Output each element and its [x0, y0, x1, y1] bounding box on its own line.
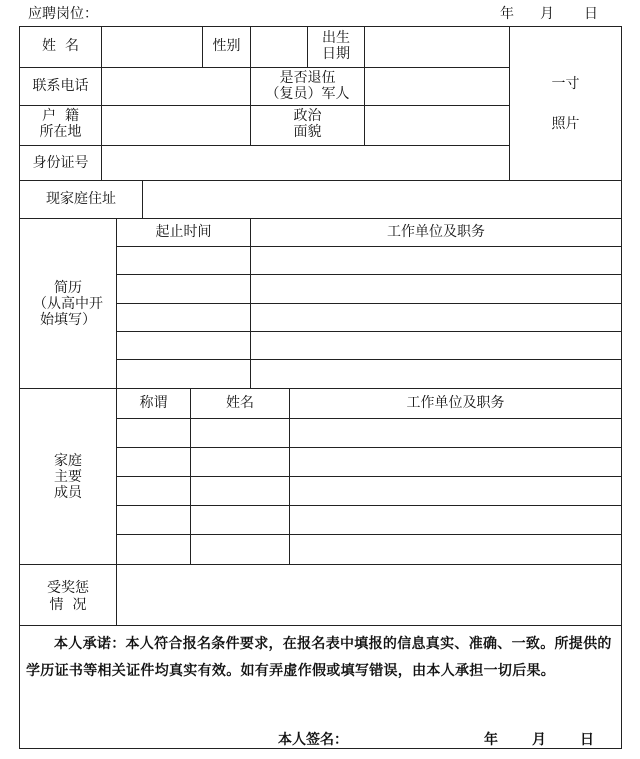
name-label: 姓 名: [42, 38, 79, 54]
rule-row5: [19, 218, 622, 219]
header-day: 日: [584, 6, 598, 22]
birth-label-line1: 出生: [322, 30, 350, 46]
rule-family-col2: [190, 388, 191, 565]
phone-label: 联系电话: [32, 78, 89, 94]
rule-resume-1: [116, 274, 622, 275]
address-label: 现家庭住址: [46, 191, 116, 207]
rule-resume-3: [116, 331, 622, 332]
phone-field[interactable]: [102, 68, 250, 105]
border-bottom: [19, 748, 622, 749]
signature-year: 年: [484, 732, 498, 748]
gender-field[interactable]: [251, 27, 307, 67]
huji-label-line1: 户 籍: [42, 108, 79, 124]
awards-label-line2: 情 况: [49, 597, 87, 613]
rule-family-col3: [289, 388, 290, 565]
rule-resume-col2: [250, 218, 251, 389]
rule-resume-end: [19, 388, 622, 389]
resume-col-unit: 工作单位及职务: [387, 224, 485, 240]
name-field[interactable]: [102, 27, 202, 67]
signature-month: 月: [532, 732, 546, 748]
resume-label-line3: 始填写）: [40, 312, 96, 328]
position-label: 应聘岗位：: [28, 6, 98, 22]
awards-field[interactable]: [117, 565, 621, 625]
rule-resume-col1: [116, 218, 117, 389]
header-month: 月: [540, 6, 554, 22]
family-col-title: 称谓: [139, 395, 168, 411]
resume-col-time: 起止时间: [155, 224, 212, 240]
photo-box[interactable]: [510, 27, 621, 180]
rule-family-1: [116, 447, 622, 448]
photo-label-line2: 照片: [551, 116, 580, 132]
rule-family-2: [116, 476, 622, 477]
political-label-line2: 面貌: [293, 124, 322, 140]
resume-label-line2: （从高中开: [33, 296, 103, 312]
signature-label: 本人签名：: [278, 732, 348, 748]
commitment-text: 本人承诺：本人符合报名条件要求，在报名表中填报的信息真实、准确、一致。所提供的学历证书等相关证件均真实有效。如有弄虚作假或填写错误，由本人承担一切后果。: [26, 636, 612, 679]
political-field[interactable]: [365, 106, 509, 145]
family-label-line3: 成员: [54, 485, 82, 501]
political-label-line1: 政治: [293, 108, 322, 124]
huji-field[interactable]: [102, 106, 250, 145]
veteran-label-line2: （复员）军人: [265, 86, 350, 102]
rule-resume-head: [116, 246, 622, 247]
rule-resume-2: [116, 303, 622, 304]
huji-label-line2: 所在地: [39, 124, 82, 140]
id-card-field[interactable]: [102, 146, 509, 180]
rule-resume-4: [116, 359, 622, 360]
veteran-label-line1: 是否退伍: [279, 70, 336, 86]
veteran-field[interactable]: [365, 68, 509, 105]
birth-field[interactable]: [365, 27, 509, 67]
signature-day: 日: [580, 732, 594, 748]
birth-label-line2: 日期: [322, 46, 350, 62]
header-year: 年: [500, 6, 514, 22]
family-col-name: 姓名: [226, 395, 254, 411]
family-label-line1: 家庭: [54, 453, 82, 469]
photo-label-line1: 一寸: [551, 76, 580, 92]
rule-family-head: [116, 418, 622, 419]
rule-family-3: [116, 505, 622, 506]
address-field[interactable]: [143, 181, 621, 218]
awards-label-line1: 受奖惩: [47, 580, 89, 596]
signature-field[interactable]: [350, 728, 470, 748]
resume-label-line1: 简历: [54, 280, 82, 296]
rule-family-4: [116, 534, 622, 535]
gender-label: 性别: [212, 38, 241, 54]
id-card-label: 身份证号: [32, 155, 89, 171]
rule-awards-end: [19, 625, 622, 626]
family-col-unit: 工作单位及职务: [406, 395, 505, 411]
family-label-line2: 主要: [54, 469, 82, 485]
